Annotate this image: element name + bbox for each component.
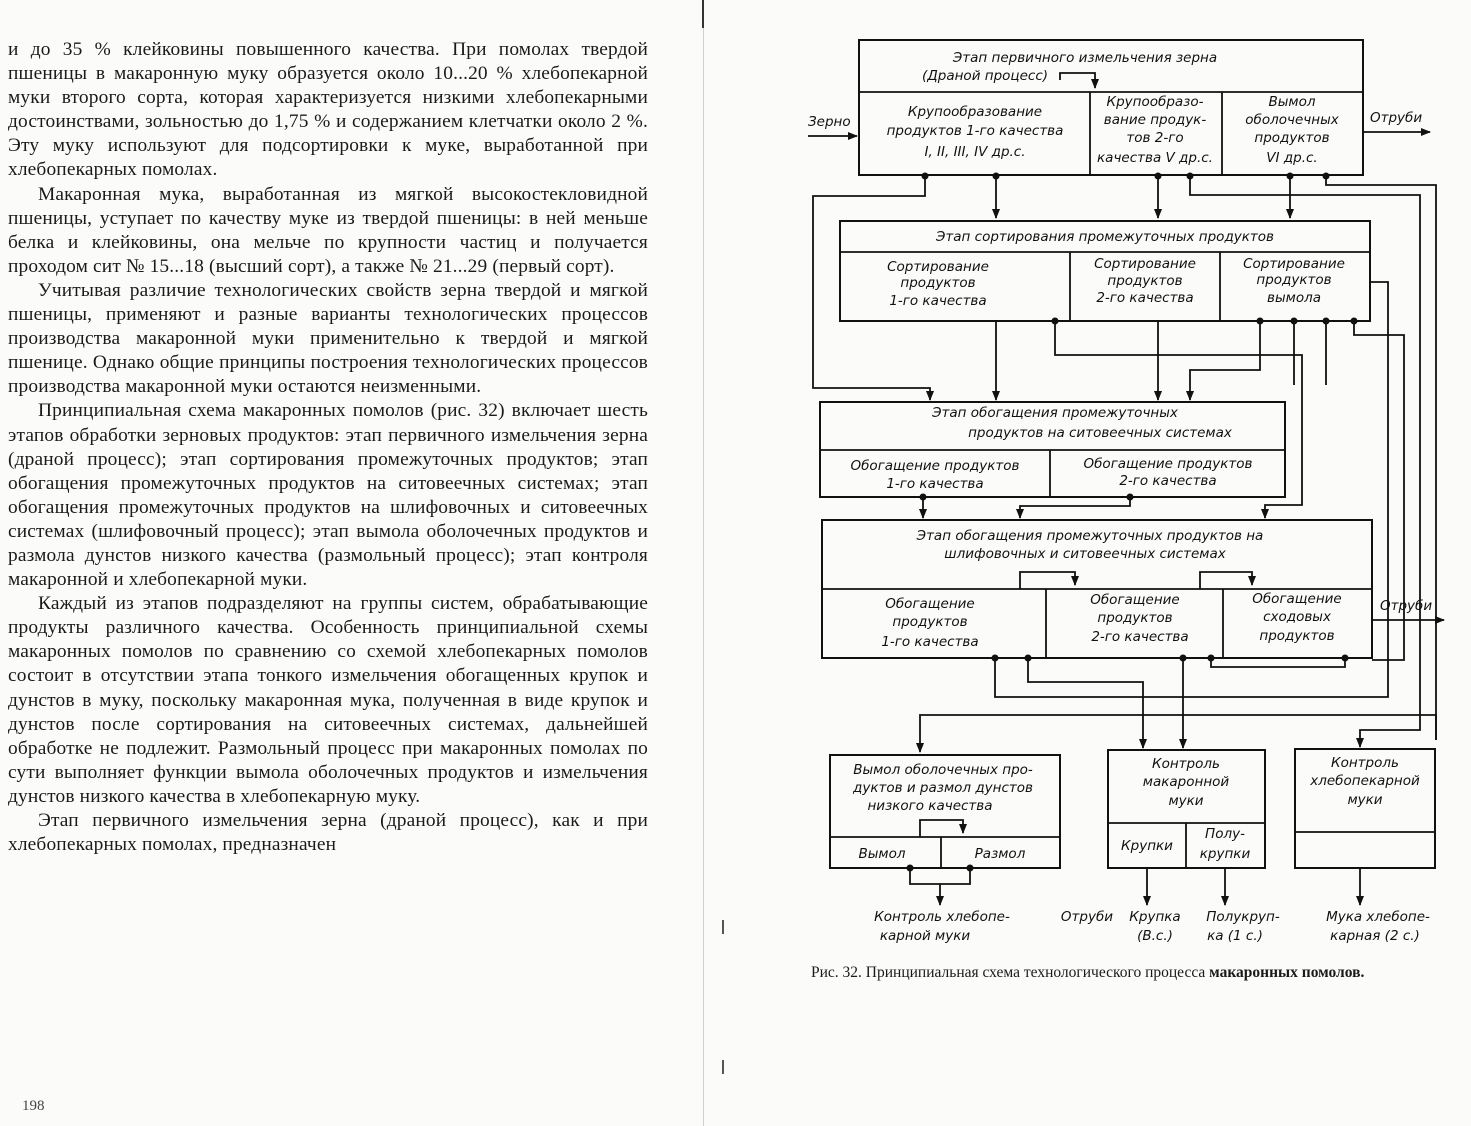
stage3-cell1-line: 1-го качества — [886, 476, 984, 492]
stage1-cell2-line: вание продук- — [1103, 112, 1207, 128]
stage2-box — [840, 221, 1370, 321]
stage5-cell-milling: Вымол — [858, 846, 906, 862]
stage1-cell1-line: I, II, III, IV др.с. — [924, 144, 1026, 160]
stage4-cell2-line: 2-го качества — [1091, 629, 1189, 645]
stage4-cell1-line: Обогащение — [885, 596, 975, 612]
stage6b-title-line: Контроль — [1331, 755, 1399, 771]
stage4-cell2-line: Обогащение — [1090, 592, 1180, 608]
figure-caption — [811, 963, 1441, 982]
paragraph: Этап первичного измельчения зерна (драной процесс), как и при хлебопекарных помолах, предназначен — [8, 810, 648, 856]
stage6a-connectors — [1147, 868, 1225, 905]
stage2-cell2-line: 2-го качества — [1096, 290, 1194, 306]
output-bran: Отруби — [1060, 909, 1114, 925]
stage3-cell2-line: Обогащение продуктов — [1083, 456, 1253, 472]
stage2-cell3-line: Сортирование — [1243, 256, 1345, 272]
stage1-cell3-line: VI др.с. — [1266, 150, 1318, 166]
stage2-cell3-line: продуктов — [1256, 272, 1332, 288]
stage3-cell2-line: 2-го качества — [1119, 473, 1217, 489]
output-grits: Крупка — [1129, 909, 1181, 925]
stage6a-title-line: макаронной — [1142, 774, 1230, 790]
stage6a-title-line: Контроль — [1152, 756, 1220, 772]
stage2-cell2-line: Сортирование — [1094, 256, 1196, 272]
stage4-title: Этап обогащения промежуточных продуктов на — [916, 528, 1264, 544]
stage1-title: Этап первичного измельчения зерна — [952, 50, 1218, 66]
stage5-title-line: низкого качества — [867, 798, 993, 814]
page-number: 198 — [22, 1098, 45, 1114]
outputs — [874, 909, 1430, 944]
paragraph: и до 35 % клейковины повышенного качества. При помолах твердой пшеницы в макаронную муку образуется около 10...20 % хлебопекарной муки второго сорта, которая характеризуется низкими хлебопекарными достоинствами, зольностью до 1,75 % и содержанием клетчатки около 2 %. Эту муку используют для подсортировки к муке, выработанной при хлебопекарных помолах. — [8, 39, 648, 181]
stage6a-cell-grits: Крупки — [1121, 838, 1173, 854]
caption-text: Рис. 32. Принципиальная схема технологического процесса — [811, 964, 1210, 981]
stage4-cell3-line: сходовых — [1263, 609, 1331, 625]
paragraph: Каждый из этапов подразделяют на группы систем, обрабатывающие продукты различного качества. Особенность принципиальной схемы макаронных помолов по сравнению со схемой хлебопекарных помолов состоит в отсутствии этапа тонкого измельчения обогащенных крупок и дунстов в муку, поскольку макаронная мука, полученная в виде крупок и дунстов после сортирования на ситовеечных системах, дальнейшей обработке не подлежит. Размольный процесс при макаронных помолах по сути выполняет функции вымола оболочечных продуктов и измельчения дунстов низкого качества в хлебопекарную муку. — [8, 593, 648, 807]
stage4-subtitle: шлифовочных и ситовеечных системах — [944, 546, 1226, 562]
stage6b-title-line: хлебопекарной — [1310, 773, 1420, 789]
stage2-cell1-line: 1-го качества — [889, 293, 987, 309]
stage1-cell1-line: Крупообразование — [907, 104, 1043, 120]
stage6a-box — [1108, 750, 1265, 868]
stage4-cell3-line: Обогащение — [1252, 591, 1342, 607]
stage3-subtitle: продуктов на ситовеечных системах — [968, 425, 1232, 441]
stage1-cell2-line: Крупообразо- — [1106, 94, 1204, 110]
stage1-subtitle: (Драной процесс) — [921, 68, 1049, 84]
stage6b-title-line: муки — [1347, 792, 1383, 808]
output-baking-flour: Мука хлебопе- — [1326, 909, 1430, 925]
stage3-box — [820, 402, 1285, 497]
output-control-baking-flour: Контроль хлебопе- — [874, 909, 1010, 925]
stage2-cell3-line: вымола — [1267, 290, 1321, 306]
caption-text-bold: макаронных помолов. — [1209, 964, 1365, 981]
output-semigrits: ка (1 с.) — [1207, 928, 1263, 944]
paragraph: Принципиальная схема макаронных помолов (рис. 32) включает шесть этапов обработки зерновых продуктов: этап первичного измельчения зерна (драной процесс); этап сортирования промежуточных продуктов; этап обогащения промежуточных продуктов на ситовеечных системах; этап обогащения промежуточных продуктов на шлифовочных и ситовеечных системах (шлифовочный процесс); этап вымола оболочечных продуктов и размола дунстов низкого качества (размольный процесс); этап контроля макаронной и хлебопекарной муки. — [8, 400, 648, 591]
stage5-title-line: дуктов и размол дунстов — [853, 780, 1033, 796]
stage4-box — [822, 520, 1372, 658]
output-control-baking-flour: карной муки — [879, 928, 971, 944]
stage5-box — [830, 755, 1060, 868]
stage2-cell1-line: Сортирование — [887, 259, 989, 275]
stage4-cell1-line: продуктов — [892, 614, 968, 630]
stage4-cell3-line: продуктов — [1259, 628, 1335, 644]
stage4-cell2-line: продуктов — [1097, 610, 1173, 626]
stage1-cell3-line: Вымол — [1268, 94, 1316, 110]
output-grits: (В.с.) — [1137, 928, 1173, 944]
stage3-title: Этап обогащения промежуточных — [932, 405, 1178, 421]
stage1-cell2-line: качества V др.с. — [1097, 150, 1213, 166]
bran-output-label-2: Отруби — [1380, 598, 1433, 614]
stage2-cell1-line: продуктов — [900, 275, 976, 291]
stage2-cell2-line: продуктов — [1107, 273, 1183, 289]
stage6a-cell-semigrits: крупки — [1199, 846, 1251, 862]
stage5-cell-grinding: Размол — [974, 846, 1026, 862]
output-baking-flour: карная (2 с.) — [1330, 928, 1420, 944]
bran-output-label: Отруби — [1370, 110, 1423, 126]
input-grain-label: Зерно — [808, 114, 851, 130]
stage1-cell2-line: тов 2-го — [1126, 130, 1184, 146]
stage6a-cell-semigrits: Полу- — [1205, 826, 1245, 842]
stage6b-box — [1295, 749, 1435, 868]
stage6a-title-line: муки — [1168, 793, 1204, 809]
stage5-title-line: Вымол оболочечных про- — [853, 762, 1033, 778]
stage2-title: Этап сортирования промежуточных продуктов — [935, 229, 1275, 245]
stage1-box — [859, 40, 1363, 175]
paragraph: Макаронная мука, выработанная из мягкой высокостекловидной пшеницы, уступает по качеству муке из твердой пшеницы: в ней меньше белка и клейковины, она мельче по крупности частиц и получается проходом сит № 15...18 (высший сорт), а также № 21...29 (первый сорт). — [8, 183, 648, 277]
stage5-connectors — [907, 865, 974, 906]
output-semigrits: Полукруп- — [1206, 909, 1280, 925]
stage1-cell3-line: продуктов — [1254, 130, 1330, 146]
stage3-cell1-line: Обогащение продуктов — [850, 458, 1020, 474]
paragraph: Учитывая различие технологических свойств зерна твердой и мягкой пшеницы, применяют и разные варианты технологических процессов производства макаронной муки применительно к твердой и мягкой пшенице. Однако общие принципы построения технологических процессов производства макаронной муки остаются неизменными. — [8, 279, 648, 398]
stage1-cell3-line: оболочечных — [1245, 112, 1339, 128]
stage1-cell1-line: продуктов 1-го качества — [886, 123, 1064, 139]
stage4-cell1-line: 1-го качества — [881, 634, 979, 650]
